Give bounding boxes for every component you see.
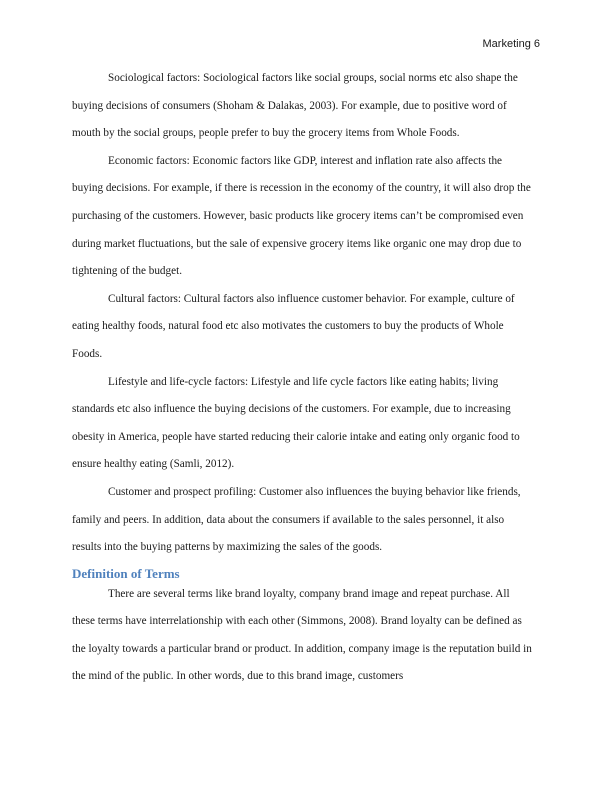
paragraph-lifestyle-factors: Lifestyle and life-cycle factors: Lifestyle and life cycle factors like eating habits; living standards etc also influence the buying decisions of the customers. For example, due to increasing obesity in America, people have started reducing their calorie intake and eating only organic food to ensure healthy eating (Samli, 2012). bbox=[72, 375, 520, 471]
paragraph-definition-of-terms: There are several terms like brand loyalty, company brand image and repeat purchase. All these terms have interrelationship with each other (Simmons, 2008). Brand loyalty can be defined as the loyalty towards a particular brand or product. In addition, company image is the reputation build in the mind of the public. In other words, due to this brand image, customers bbox=[72, 587, 532, 683]
paragraph-customer-profiling: Customer and prospect profiling: Customer also influences the buying behavior like friends, family and peers. In addition, data about the consumers if available to the sales personnel, it also results into the buying patterns by maximizing the sales of the goods. bbox=[72, 485, 521, 554]
section-heading-definition-of-terms: Definition of Terms bbox=[72, 565, 180, 581]
paragraph-sociological-factors: Sociological factors: Sociological factors like social groups, social norms etc also shape the buying decisions of consumers (Shoham & Dalakas, 2003). For example, due to positive word of mouth by the social groups, people prefer to buy the grocery items from Whole Foods. bbox=[72, 72, 518, 140]
running-head: Marketing 6 bbox=[482, 38, 540, 50]
body-text bbox=[72, 65, 534, 691]
paragraph-cultural-factors: Cultural factors: Cultural factors also influence customer behavior. For example, culture of eating healthy foods, natural food etc also motivates the customers to buy the products of Whole Foods. bbox=[72, 292, 515, 360]
paragraph-economic-factors: Economic factors: Economic factors like GDP, interest and inflation rate also affects the buying decisions. For example, if there is recession in the economy of the country, it will also drop the purchasing of the customers. However, basic products like grocery items can’t be compromised even during market fluctuations, but the sale of expensive grocery items like organic one may drop due to tightening of the budget. bbox=[72, 154, 531, 278]
